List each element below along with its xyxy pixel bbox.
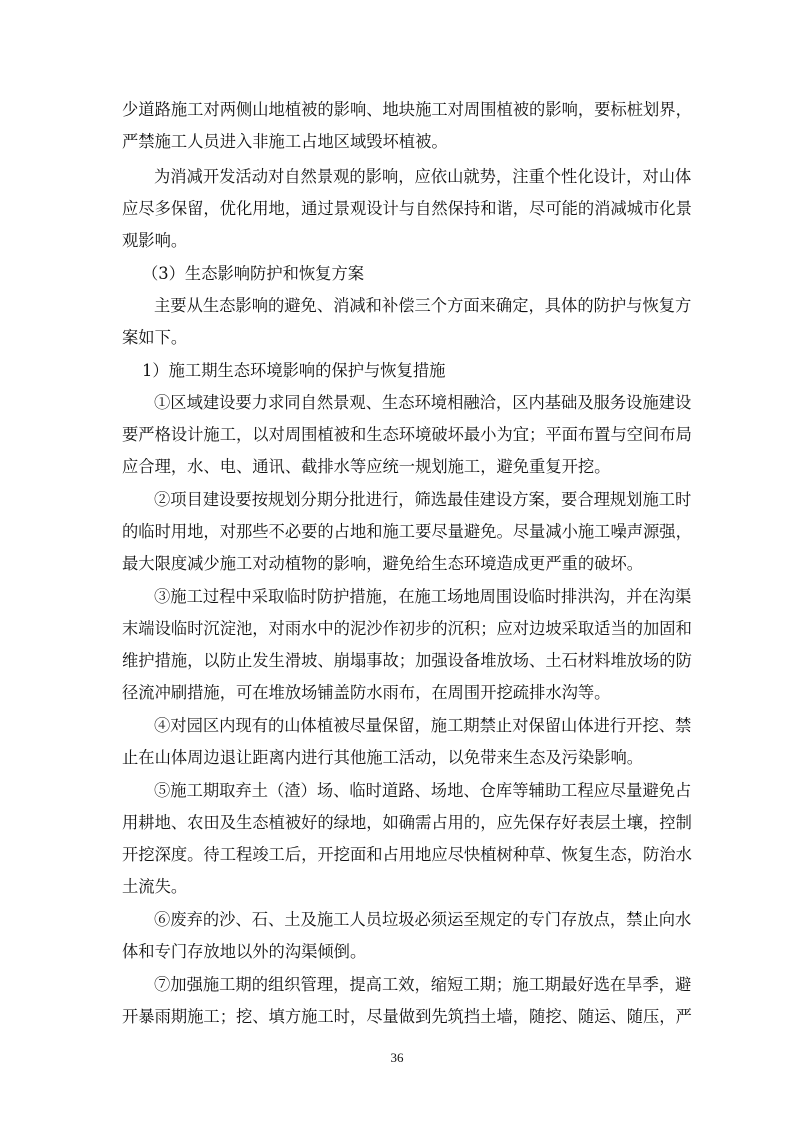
section-heading: （3）生态影响防护和恢复方案 — [142, 264, 365, 283]
page-number: 36 — [390, 1050, 404, 1065]
text-line: 开暴雨期施工；挖、填方施工时，尽量做到先筑挡土墙，随挖、随运、随压，严 — [122, 1007, 692, 1026]
text-line: 严禁施工人员进入非施工占地区域毁坏植被。 — [122, 132, 448, 151]
text-line: 用耕地、农田及生态植被好的绿地，如确需占用的，应先保存好表层土壤，控制 — [122, 813, 692, 832]
text-line: 开挖深度。待工程竣工后，开挖面和占用地应尽快植树种草、恢复生态，防治水 — [122, 845, 692, 864]
text-line: 维护措施，以防止发生滑坡、崩塌事故；加强设备堆放场、土石材料堆放场的防 — [122, 651, 692, 670]
text-line: ⑤施工期取弃土（渣）场、临时道路、场地、仓库等辅助工程应尽量避免占 — [154, 781, 692, 800]
text-line: ①区域建设要力求同自然景观、生态环境相融洽，区内基础及服务设施建设 — [154, 393, 692, 412]
text-line: 为消减开发活动对自然景观的影响，应依山就势，注重个性化设计，对山体 — [154, 167, 692, 186]
text-line: 应尽多保留，优化用地，通过景观设计与自然保持和谐，尽可能的消减城市化景 — [122, 199, 692, 218]
text-line: 的临时用地，对那些不必要的占地和施工要尽量避免。尽量减小施工噪声源强， — [122, 522, 692, 541]
text-line: ②项目建设要按规划分期分批进行，筛选最佳建设方案，要合理规划施工时 — [154, 490, 692, 509]
text-line: ④对园区内现有的山体植被尽量保留，施工期禁止对保留山体进行开挖、禁 — [154, 716, 692, 735]
subsection-heading: 1）施工期生态环境影响的保护与恢复措施 — [142, 361, 446, 380]
text-line: 土流失。 — [122, 877, 188, 896]
text-line: 末端设临时沉淀池，对雨水中的泥沙作初步的沉积；应对边坡采取适当的加固和 — [122, 619, 692, 638]
text-line: 案如下。 — [122, 328, 188, 347]
text-line: 应合理，水、电、通讯、截排水等应统一规划施工，避免重复开挖。 — [122, 457, 611, 476]
text-line: 体和专门存放地以外的沟渠倾倒。 — [122, 942, 367, 961]
text-line: ③施工过程中采取临时防护措施，在施工场地周围设临时排洪沟，并在沟渠 — [154, 587, 692, 606]
text-line: 观影响。 — [122, 231, 188, 250]
text-line: 主要从生态影响的避免、消减和补偿三个方面来确定，具体的防护与恢复方 — [154, 296, 692, 315]
text-line: ⑦加强施工期的组织管理，提高工效，缩短工期；施工期最好选在旱季，避 — [154, 975, 692, 994]
text-line: 最大限度减少施工对动植物的影响，避免给生态环境造成更严重的破坏。 — [122, 554, 644, 573]
text-line: 要严格设计施工，以对周围植被和生态环境破坏最小为宜；平面布置与空间布局 — [122, 425, 692, 444]
text-line: 止在山体周边退让距离内进行其他施工活动，以免带来生态及污染影响。 — [122, 748, 644, 767]
text-line: 少道路施工对两侧山地植被的影响、地块施工对周围植被的影响，要标桩划界， — [122, 100, 692, 119]
text-line: 径流冲刷措施，可在堆放场铺盖防水雨布，在周围开挖疏排水沟等。 — [122, 683, 611, 702]
text-line: ⑥废弃的沙、石、土及施工人员垃圾必须运至规定的专门存放点，禁止向水 — [154, 910, 692, 929]
